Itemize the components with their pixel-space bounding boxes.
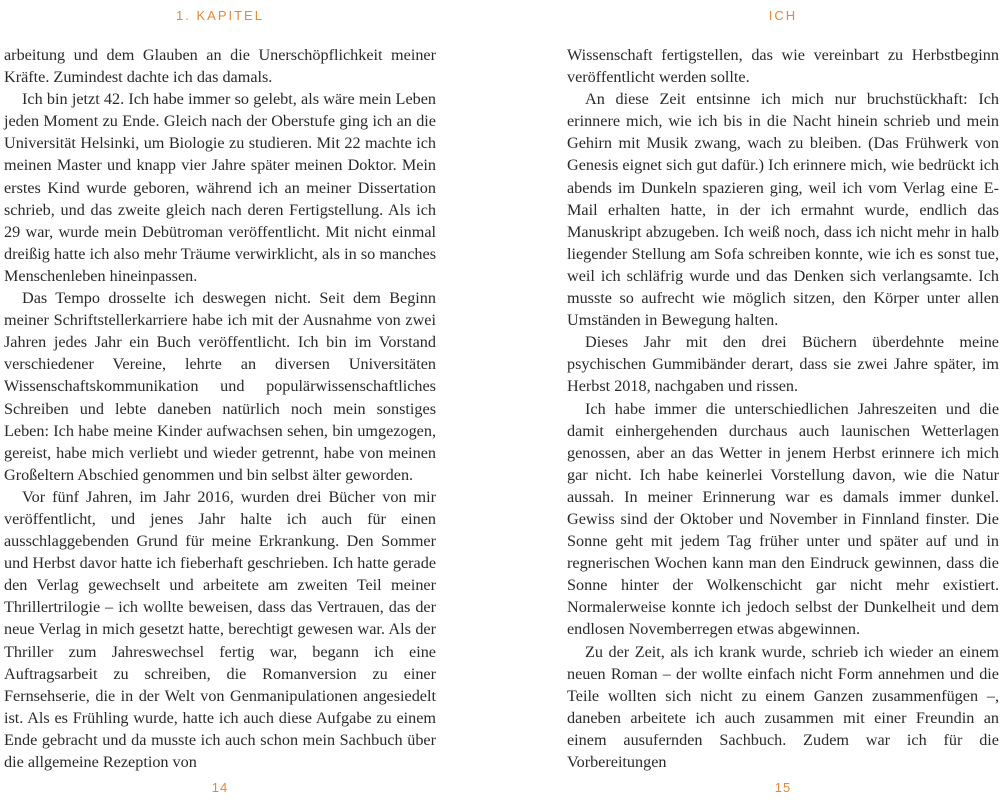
left-page-body [4,44,436,773]
paragraph: arbeitung und dem Glauben an die Unerschöpflichkeit meiner Kräfte. Zumindest dachte ich das damals. [4,46,436,87]
paragraph: Ich habe immer die unterschiedlichen Jahreszeiten und die damit einhergehenden durchaus auch launischen Wetterlagen genossen, aber an das Wetter in jenem Herbst erinnere ich mich gar nicht. Ich habe keinerlei Vorstellung davon, wie die Natur aussah. In meiner Erinnerung war es damals immer dunkel. Gewiss sind der Oktober und November in Finnland finster. Die Sonne geht mit jedem Tag früher unter und später auf und in regnerischen Wochen kann man den Eindruck gewinnen, dass die Sonne hinter der Wolkenschicht gar nicht mehr existiert. Normalerweise konnte ich jedoch selbst der Dunkelheit und dem endlosen Novemberregen etwas abgewinnen. [567,399,999,639]
right-page-body [567,44,999,773]
running-head-chapter: 1. KAPITEL [176,8,264,23]
page-number-left: 14 [211,780,229,795]
paragraph: Dieses Jahr mit den drei Büchern überdehnte meine psychischen Gummibänder derart, dass sie zwei Jahre später, im Herbst 2018, nachgaben und rissen. [567,333,999,396]
paragraph: Zu der Zeit, als ich krank wurde, schrieb ich wieder an einem neuen Roman – der wollte einfach nicht Form annehmen und die Teile wollten sich nicht zu einem Ganzen zusammenfügen –, daneben arbeitete ich auch zusammen mit einer Freundin an einem ausufernden Sachbuch. Zudem war ich für die Vorbereitungen [567,642,999,771]
paragraph: An diese Zeit entsinne ich mich nur bruchstückhaft: Ich erinnere mich, wie ich bis in die Nacht hinein schrieb und mein Gehirn mit Musik zwang, wach zu bleiben. (Das Frühwerk von Genesis eignet sich gut dafür.) Ich erinnere mich, wie bedrückt ich abends im Dunkeln spazieren ging, weil ich vom Verlag eine E-Mail erhalten hatte, in der ich ermahnt wurde, endlich das Manuskript abzugeben. Ich weiß noch, dass ich nicht mehr in halb liegender Stellung am Sofa schreiben konnte, wie ich es sonst tue, weil ich schläfrig wurde und das Denken sich verlangsamte. Ich musste so aufrecht wie möglich sitzen, den Körper unter allen Umständen in Bewegung halten. [567,90,999,330]
left-page [4,0,436,800]
paragraph: Vor fünf Jahren, im Jahr 2016, wurden drei Bücher von mir veröffentlicht, und jenes Jahr halte ich auch für einen ausschlaggebenden Grund für meine Erkrankung. Den Sommer und Herbst davor hatte ich fieberhaft geschrieben. Ich hatte gerade den Verlag gewechselt und arbeitete am zweiten Teil meiner Thrillertrilogie – ich wollte beweisen, dass das Vertrauen, das der neue Verlag in mich gesetzt hatte, berechtigt gewesen war. Als der Thriller zum Jahreswechsel fertig war, begann ich eine Auftragsarbeit zu schreiben, die Romanversion zu einer Fernsehserie, die in der Welt von Genmanipulationen angesiedelt ist. Als es Frühling wurde, hatte ich auch diese Aufgabe zu einem Ende gebracht und da musste ich auch schon mein Sachbuch über die allgemeine Rezeption von [4,487,436,771]
paragraph: Das Tempo drosselte ich deswegen nicht. Seit dem Beginn meiner Schriftstellerkarriere habe ich mit der Ausnahme von zwei Jahren jedes Jahr ein Buch veröffentlicht. Ich bin im Vorstand verschiedener Vereine, lehrte an diversen Universitäten Wissenschaftskommunikation und populärwissenschaftliches Schreiben und lebte daneben natürlich noch mein sonstiges Leben: Ich habe meine Kinder aufwachsen sehen, bin umgezogen, gereist, habe mich verliebt und wieder getrennt, habe von meinen Großeltern Abschied genommen und bin selbst älter geworden. [4,289,436,484]
paragraph: Ich bin jetzt 42. Ich habe immer so gelebt, als wäre mein Leben jeden Moment zu Ende. Gleich nach der Oberstufe ging ich an die Universität Helsinki, um Biologie zu studieren. Mit 22 machte ich meinen Master und knapp vier Jahre später meinen Doktor. Mein erstes Kind wurde geboren, während ich an meiner Dissertation schrieb, und das zweite gleich nach deren Fertigstellung. Als ich 29 war, wurde mein Debütroman veröffentlicht. Mit nicht einmal dreißig hatte ich also mehr Träume verwirklicht, als in so manches Menschenleben hineinpassen. [4,90,436,285]
page-number-right: 15 [774,780,792,795]
right-page [567,0,999,800]
paragraph: Wissenschaft fertigstellen, das wie vereinbart zu Herbstbeginn veröffentlicht werden sollte. [567,46,999,87]
running-head-title: ICH [768,8,798,23]
